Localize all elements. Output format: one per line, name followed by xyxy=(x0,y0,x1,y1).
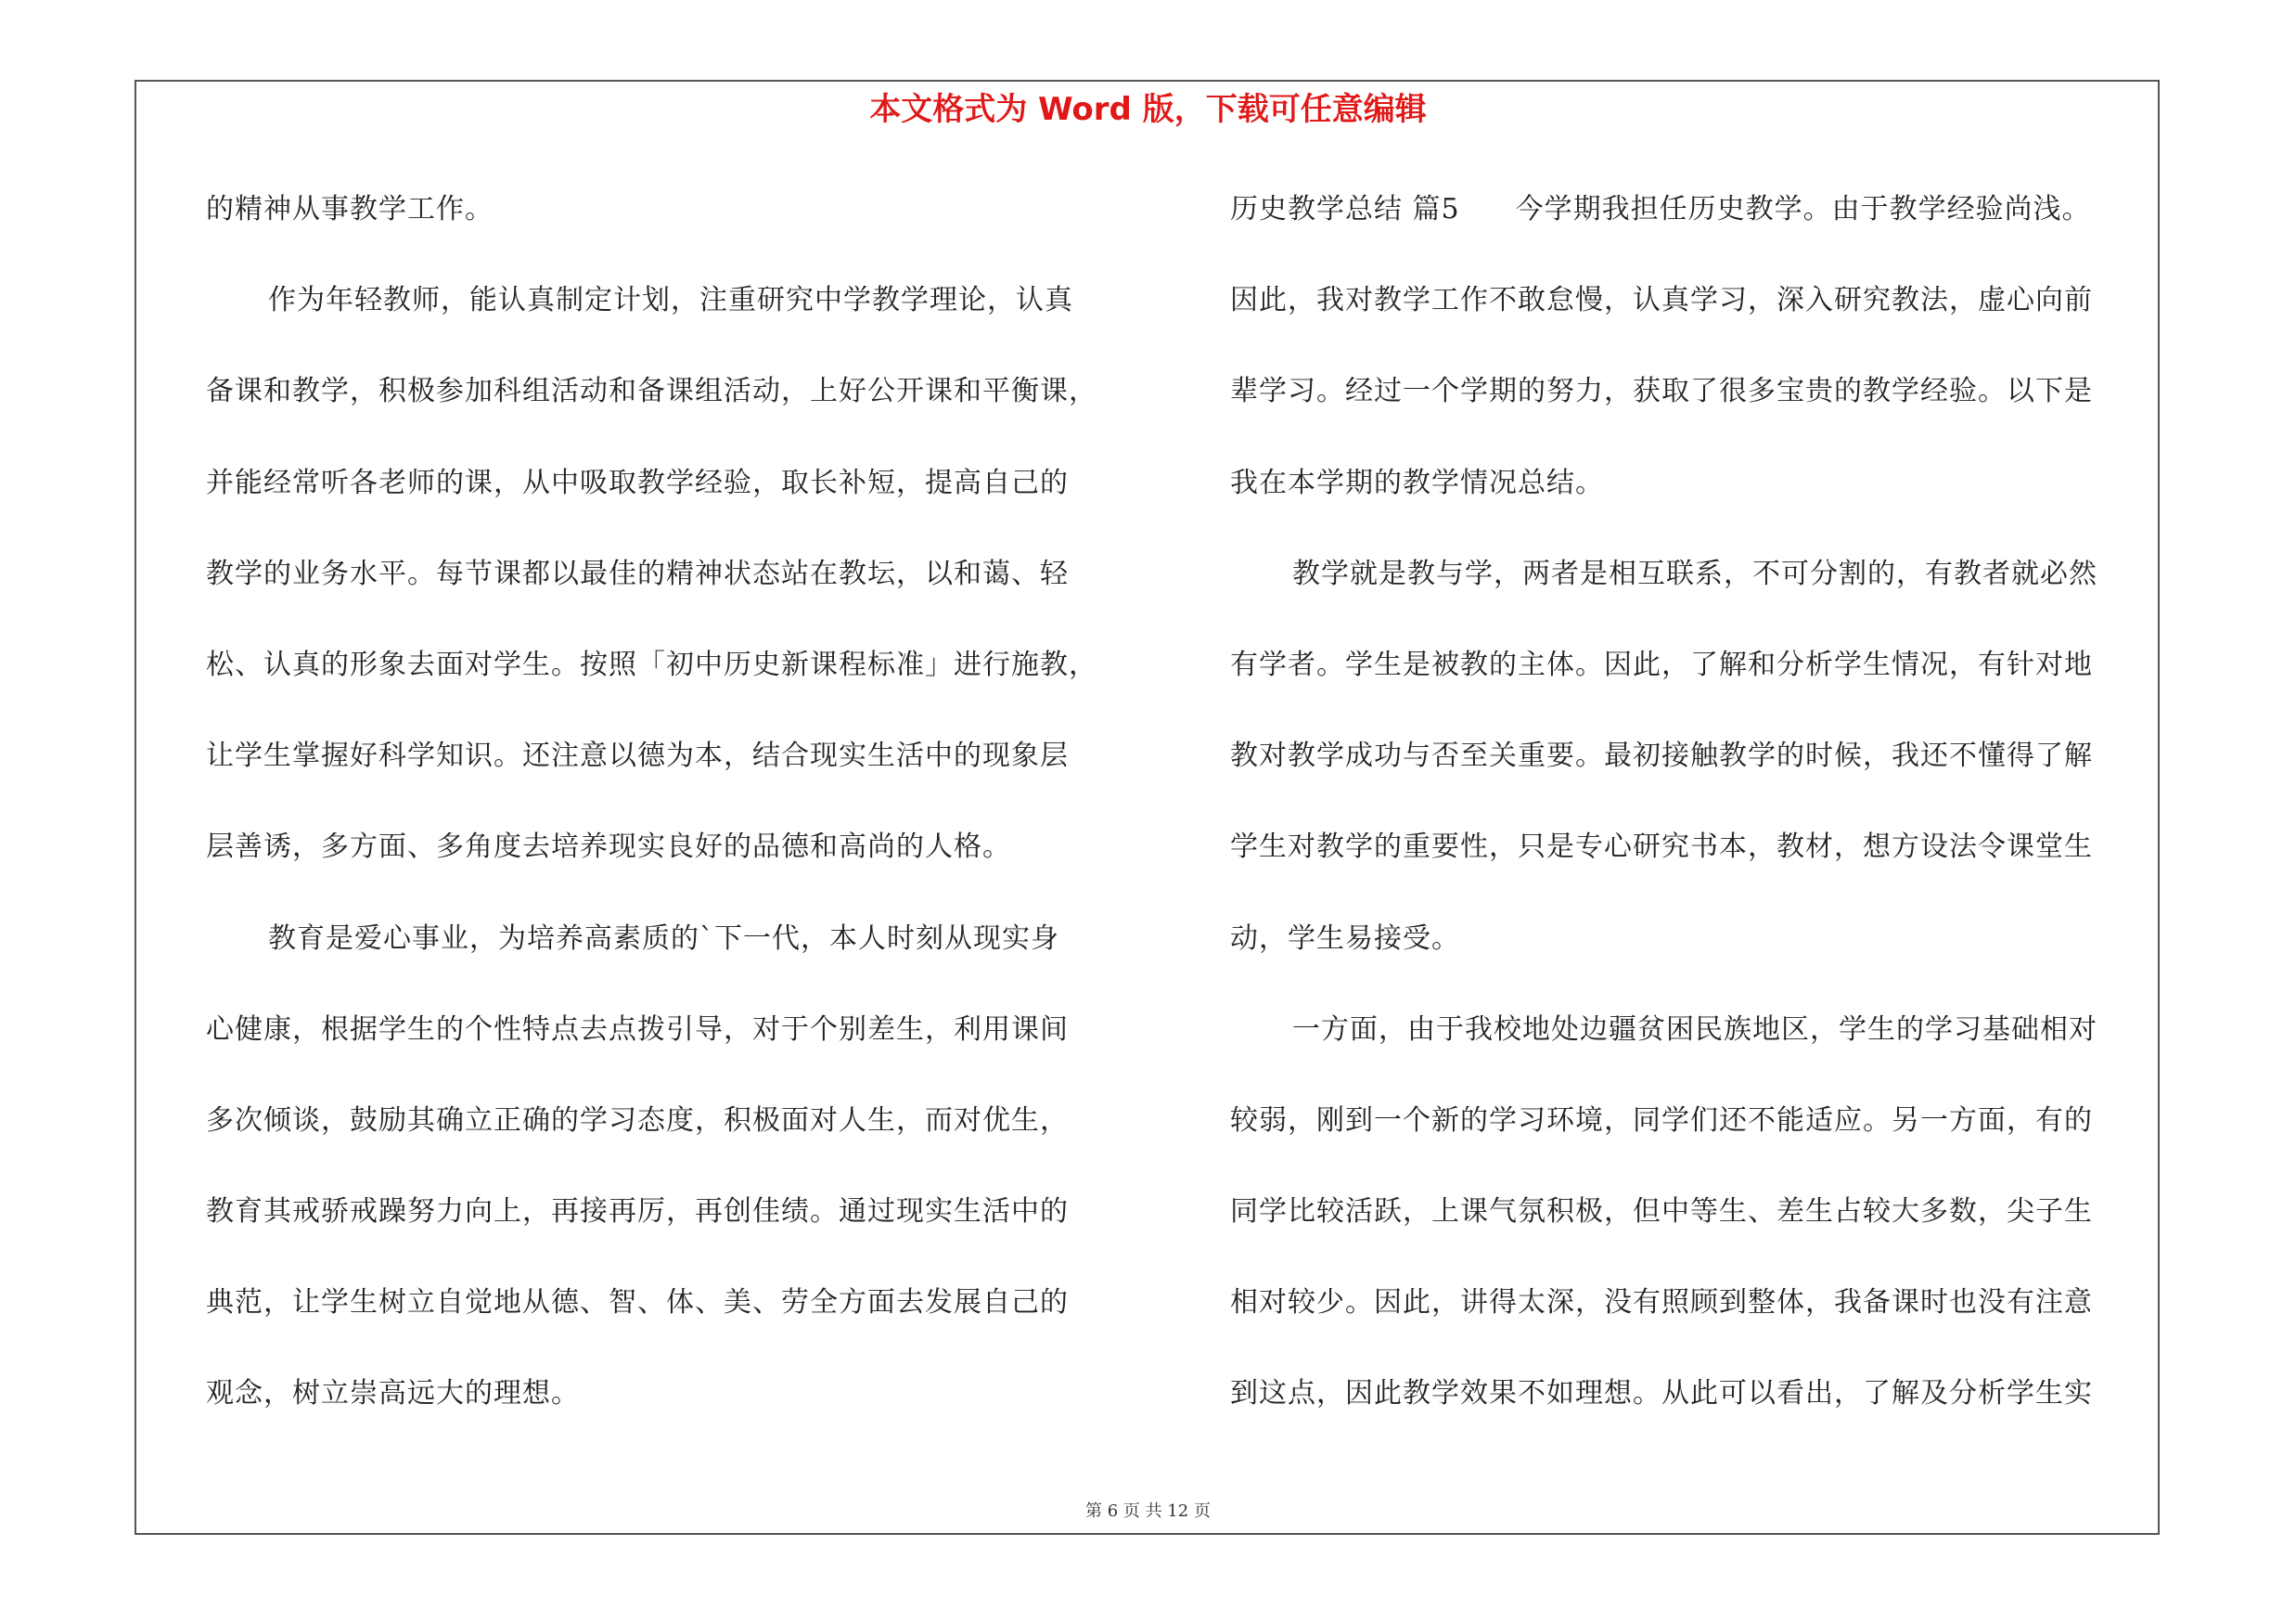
text-line: 同学比较活跃，上课气氛积极，但中等生、差生占较大多数，尖子生 xyxy=(1230,1195,2093,1229)
text-line: 较弱，刚到一个新的学习环境，同学们还不能适应。另一方面，有的 xyxy=(1230,1103,2093,1137)
text-line: 动，学生易接受。 xyxy=(1230,921,1460,955)
left-column xyxy=(206,182,1134,1458)
text-line: 教学就是教与学，两者是相互联系，不可分割的，有教者就必然 xyxy=(1292,557,2097,590)
text-line: 教育是爱心事业，为培养高素质的`下一代，本人时刻从现实身 xyxy=(268,921,1059,955)
text-line: 层善诱，多方面、多角度去培养现实良好的品德和高尚的人格。 xyxy=(206,831,1011,864)
text-line: 让学生掌握好科学知识。还注意以德为本，结合现实生活中的现象层 xyxy=(206,740,1069,773)
text-line: 教育其戒骄戒躁努力向上，再接再厉，再创佳绩。通过现实生活中的 xyxy=(206,1195,1069,1229)
text-line: 一方面，由于我校地处边疆贫困民族地区，学生的学习基础相对 xyxy=(1292,1012,2097,1046)
right-column xyxy=(1230,182,2158,1458)
header-banner: 本文格式为 Word 版，下载可任意编辑 xyxy=(869,91,1427,128)
text-line: 辈学习。经过一个学期的努力，获取了很多宝贵的教学经验。以下是 xyxy=(1230,375,2093,408)
text-line: 的精神从事教学工作。 xyxy=(206,193,494,225)
text-line: 作为年轻教师，能认真制定计划，注重研究中学教学理论，认真 xyxy=(268,284,1073,317)
text-line: 多次倾谈，鼓励其确立正确的学习态度，积极面对人生，而对优生， xyxy=(206,1103,1069,1137)
text-line: 我在本学期的教学情况总结。 xyxy=(1230,466,1604,499)
text-line: 因此，我对教学工作不敢怠慢，认真学习，深入研究教法，虚心向前 xyxy=(1230,284,2093,317)
text-line: 心健康，根据学生的个性特点去点拨引导，对于个别差生，利用课间 xyxy=(206,1012,1069,1046)
text-line: 观念，树立崇高远大的理想。 xyxy=(206,1377,580,1410)
section-heading-line xyxy=(1230,182,2158,273)
text-line: 教学的业务水平。每节课都以最佳的精神状态站在教坛，以和蔼、轻 xyxy=(206,557,1069,590)
text-line: 并能经常听各老师的课，从中吸取教学经验，取长补短，提高自己的 xyxy=(206,466,1069,499)
text-line: 有学者。学生是被教的主体。因此，了解和分析学生情况，有针对地 xyxy=(1230,648,2093,681)
section-title: 历史教学总结 篇5 xyxy=(1230,193,1460,225)
text-line: 教对教学成功与否至关重要。最初接触教学的时候，我还不懂得了解 xyxy=(1230,740,2093,773)
text-line: 学生对教学的重要性，只是专心研究书本，教材，想方设法令课堂生 xyxy=(1230,831,2093,864)
text-line: 典范，让学生树立自觉地从德、智、体、美、劳全方面去发展自己的 xyxy=(206,1286,1069,1320)
text-line: 相对较少。因此，讲得太深，没有照顾到整体，我备课时也没有注意 xyxy=(1230,1286,2093,1320)
page-footer: 第 6 页 共 12 页 xyxy=(1085,1501,1211,1521)
text-line: 松、认真的形象去面对学生。按照「初中历史新课程标准」进行施教， xyxy=(206,648,1097,681)
text-line: 今学期我担任历史教学。由于教学经验尚浅。 xyxy=(1515,193,2091,225)
text-line: 到这点，因此教学效果不如理想。从此可以看出，了解及分析学生实 xyxy=(1230,1377,2093,1410)
text-line: 备课和教学，积极参加科组活动和备课组活动，上好公开课和平衡课， xyxy=(206,375,1097,408)
